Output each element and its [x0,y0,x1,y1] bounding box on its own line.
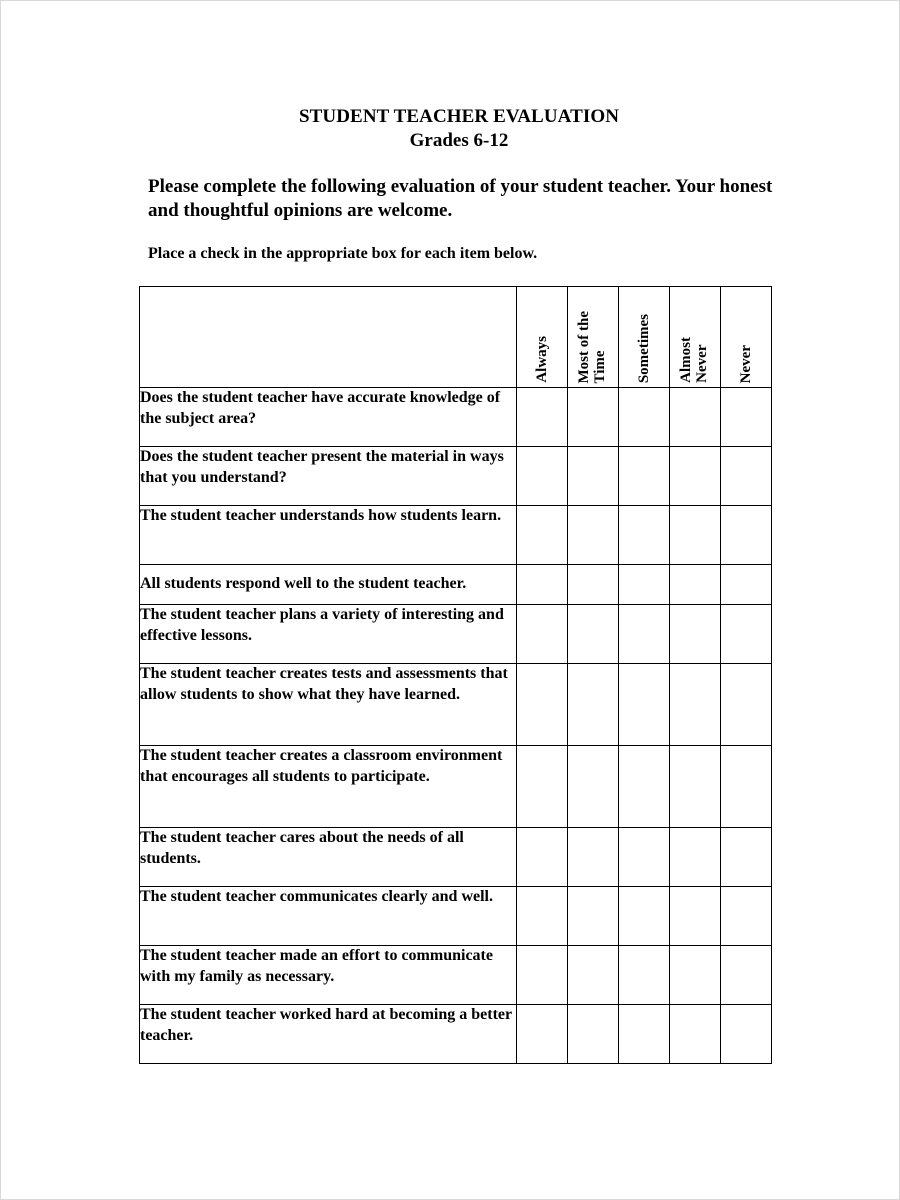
checkbox-always[interactable] [517,605,568,664]
column-header-almost-never: Almost Never [670,287,721,388]
checkbox-sometimes[interactable] [619,447,670,506]
table-row [140,1005,772,1064]
checkbox-never[interactable] [721,946,772,1005]
checkbox-sometimes[interactable] [619,506,670,565]
checkbox-almost-never[interactable] [670,946,721,1005]
checkbox-always[interactable] [517,388,568,447]
checkbox-always[interactable] [517,447,568,506]
table-row [140,664,772,746]
checkbox-always[interactable] [517,565,568,605]
checkbox-never[interactable] [721,506,772,565]
column-header-sometimes: Sometimes [619,287,670,388]
checkbox-sometimes[interactable] [619,887,670,946]
checkbox-most-of-the-time[interactable] [568,565,619,605]
table-row [140,388,772,447]
checkbox-sometimes[interactable] [619,946,670,1005]
table-row [140,447,772,506]
document-title: STUDENT TEACHER EVALUATION [298,106,620,127]
checkbox-sometimes[interactable] [619,1005,670,1064]
question-text: The student teacher cares about the needs of all students. [140,828,517,887]
evaluation-table [139,286,772,1064]
checkbox-most-of-the-time[interactable] [568,746,619,828]
checkbox-almost-never[interactable] [670,388,721,447]
checkbox-almost-never[interactable] [670,565,721,605]
checkbox-almost-never[interactable] [670,1005,721,1064]
question-text: The student teacher communicates clearly and well. [140,887,517,946]
table-row [140,887,772,946]
checkbox-never[interactable] [721,388,772,447]
column-header-never: Never [721,287,772,388]
checkbox-most-of-the-time[interactable] [568,605,619,664]
checkbox-sometimes[interactable] [619,746,670,828]
checkbox-always[interactable] [517,1005,568,1064]
checkbox-almost-never[interactable] [670,506,721,565]
checkbox-most-of-the-time[interactable] [568,664,619,746]
checkbox-almost-never[interactable] [670,828,721,887]
document-subtitle: Grades 6-12 [409,130,509,151]
checkbox-most-of-the-time[interactable] [568,388,619,447]
checkbox-sometimes[interactable] [619,605,670,664]
question-text: The student teacher creates tests and assessments that allow students to show what they have learned. [140,664,517,746]
column-header-always: Always [517,287,568,388]
question-text: The student teacher creates a classroom environment that encourages all students to participate. [140,746,517,828]
question-text: Does the student teacher present the material in ways that you understand? [140,447,517,506]
checkbox-never[interactable] [721,828,772,887]
checkbox-most-of-the-time[interactable] [568,946,619,1005]
checkbox-always[interactable] [517,664,568,746]
checkbox-almost-never[interactable] [670,605,721,664]
checkbox-always[interactable] [517,746,568,828]
checkbox-never[interactable] [721,1005,772,1064]
checkbox-most-of-the-time[interactable] [568,887,619,946]
question-text: The student teacher understands how students learn. [140,506,517,565]
checkbox-never[interactable] [721,605,772,664]
checkbox-sometimes[interactable] [619,565,670,605]
checkbox-almost-never[interactable] [670,746,721,828]
table-row [140,828,772,887]
table-row [140,746,772,828]
checkbox-never[interactable] [721,746,772,828]
checkbox-almost-never[interactable] [670,447,721,506]
checkbox-always[interactable] [517,946,568,1005]
checkbox-never[interactable] [721,447,772,506]
checkbox-always[interactable] [517,828,568,887]
checkbox-most-of-the-time[interactable] [568,506,619,565]
checkbox-sometimes[interactable] [619,664,670,746]
checkbox-sometimes[interactable] [619,388,670,447]
table-row [140,506,772,565]
table-row [140,565,772,605]
question-text: The student teacher plans a variety of interesting and effective lessons. [140,605,517,664]
question-text: Does the student teacher have accurate knowledge of the subject area? [140,388,517,447]
checkbox-never[interactable] [721,887,772,946]
checkbox-always[interactable] [517,887,568,946]
question-text: All students respond well to the student teacher. [140,565,517,605]
question-text: The student teacher made an effort to communicate with my family as necessary. [140,946,517,1005]
checkbox-always[interactable] [517,506,568,565]
table-row [140,946,772,1005]
checkbox-never[interactable] [721,664,772,746]
checkbox-never[interactable] [721,565,772,605]
checkbox-almost-never[interactable] [670,887,721,946]
table-row [140,605,772,664]
header-row [140,287,772,388]
checkbox-most-of-the-time[interactable] [568,1005,619,1064]
checkbox-most-of-the-time[interactable] [568,447,619,506]
column-header-most-of-the-time: Most of the Time [568,287,619,388]
question-text: The student teacher worked hard at becoming a better teacher. [140,1005,517,1064]
checkbox-most-of-the-time[interactable] [568,828,619,887]
checkbox-sometimes[interactable] [619,828,670,887]
checkbox-almost-never[interactable] [670,664,721,746]
header-blank-cell [140,287,517,388]
instruction-text: Place a check in the appropriate box for each item below. [148,245,538,262]
intro-paragraph: Please complete the following evaluation of your student teacher. Your honest and thoughtful opinions are welcome. [148,176,773,221]
